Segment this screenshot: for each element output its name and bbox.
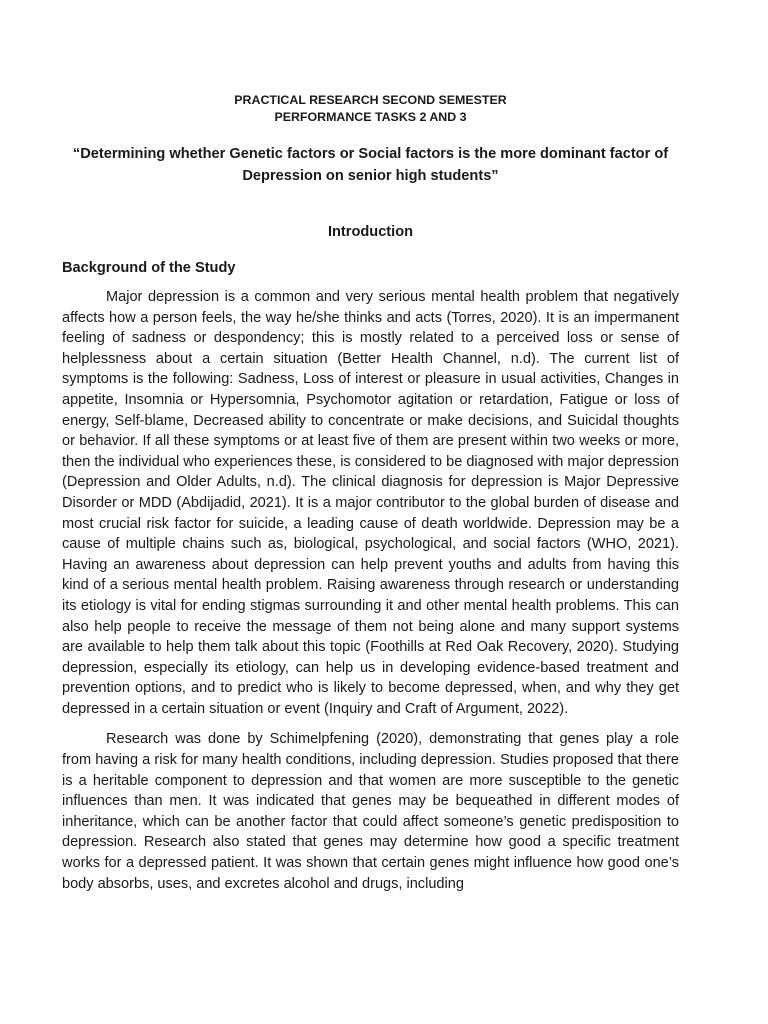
body-paragraph: Major depression is a common and very serious mental health problem that negatively affects how a person feels, the way he/she thinks and acts (Torres, 2020). It is an impermanent feeling of sadness or despondency; this is mostly related to a perceived loss or sense of helplessness about a certain situation (Better Health Channel, n.d). The current list of symptoms is the following: Sadness, Loss of interest or pleasure in usual activities, Changes in appetite, Insomnia or Hypersomnia, Psychomotor agitation or retardation, Fatigue or loss of energy, Self-blame, Decreased ability to concentrate or make decisions, and Suicidal thoughts or behavior. If all these symptoms or at least five of them are present within two weeks or more, then the individual who experiences these, is considered to be diagnosed with major depression (Depression and Older Adults, n.d). The clinical diagnosis for depression is Major Depressive Disorder or MDD (Abdijadid, 2021). It is a major contributor to the global burden of disease and most crucial risk factor for suicide, a leading cause of death worldwide. Depression may be a cause of multiple chains such as, biological, psychological, and social factors (WHO, 2021). Having an awareness about depression can help prevent youths and adults from having this kind of a serious mental health problem. Raising awareness through research or understanding its etiology is vital for ending stigmas surrounding it and other mental health problems. This can also help people to receive the message of them not being alone and many support systems are available to help them talk about this topic (Foothills at Red Oak Recovery, 2020). Studying depression, especially its etiology, can help us in developing evidence-based treatment and prevention options, and to predict who is likely to become depressed, when, and why they get depressed in a certain situation or event (Inquiry and Craft of Argument, 2022).	[62, 289, 680, 717]
research-title: “Determining whether Genetic factors or Social factors is the more dominant factor of Depression on senior high students”	[72, 146, 669, 184]
course-title: PRACTICAL RESEARCH SECOND SEMESTER	[234, 93, 507, 107]
document-page	[62, 92, 679, 894]
task-title: PERFORMANCE TASKS 2 AND 3	[274, 109, 467, 124]
background-heading: Background of the Study	[62, 260, 236, 276]
introduction-heading: Introduction	[327, 224, 414, 240]
body-paragraph: Research was done by Schimelpfening (2020), demonstrating that genes play a role from having a risk for many health conditions, including depression. Studies proposed that there is a heritable component to depression and that women are more susceptible to the genetic influences than men. It was indicated that genes may be bequeathed in different modes of inheritance, which can be another factor that could affect someone’s genetic predisposition to depression. Research also stated that genes may determine how good a specific treatment works for a depressed patient. It was shown that certain genes might influence how good one’s body absorbs, uses, and excretes alcohol and drugs, including	[62, 731, 679, 892]
